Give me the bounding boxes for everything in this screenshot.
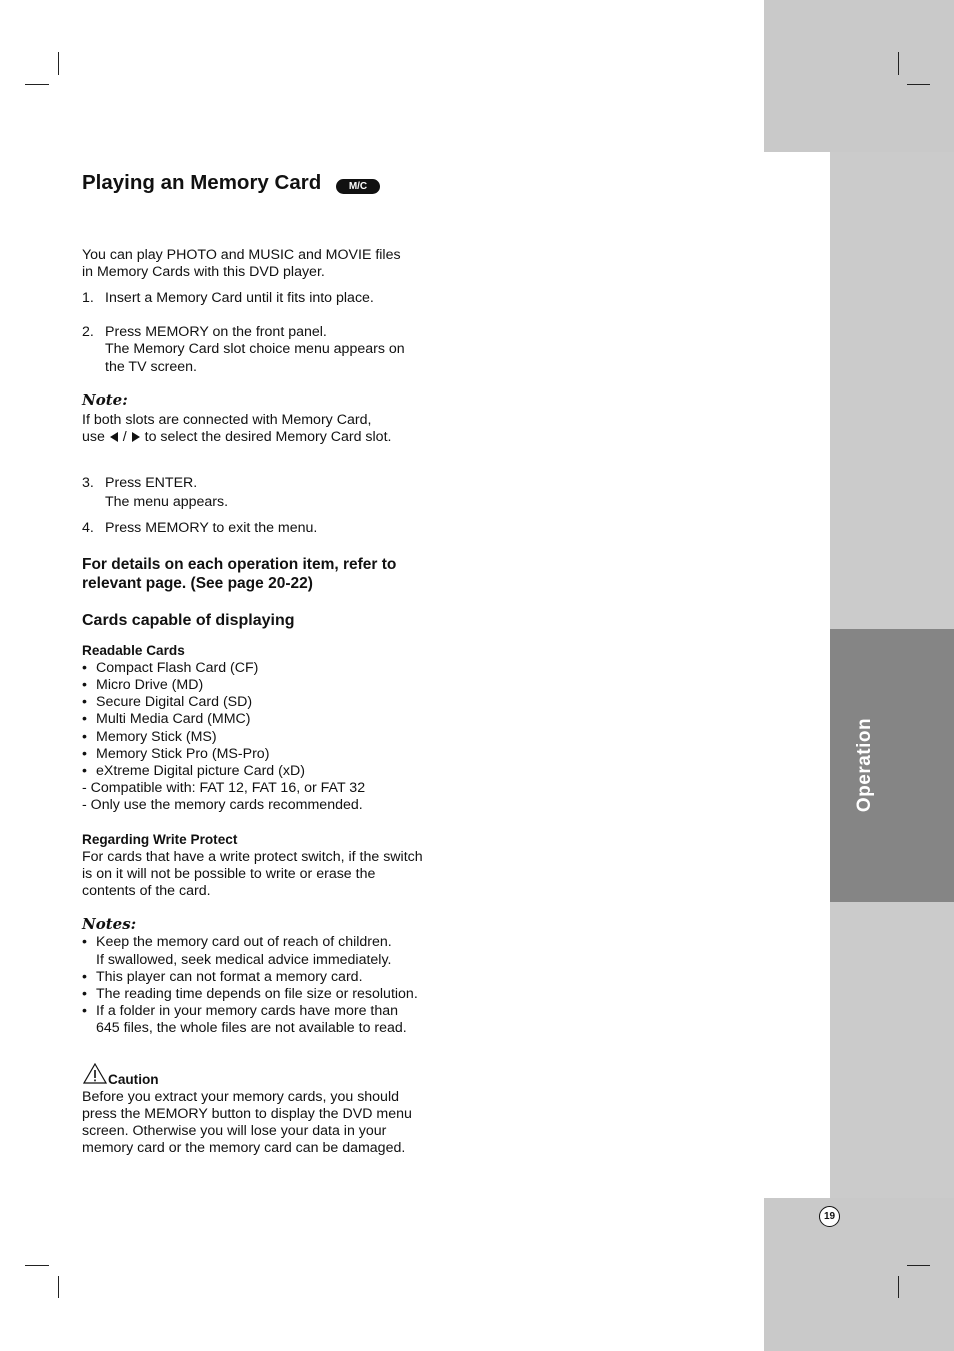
- list-item: • Memory Stick (MS): [82, 729, 217, 745]
- compat-text: - Compatible with: FAT 12, FAT 16, or FAT 32: [82, 780, 366, 796]
- list-item-text: Compact Flash Card (CF): [96, 660, 259, 676]
- step-text: The Memory Card slot choice menu appears on: [105, 341, 405, 357]
- step-text: Insert a Memory Card until it fits into place.: [105, 290, 374, 306]
- list-item-text: Memory Stick (MS): [96, 729, 217, 745]
- crop-mark: [25, 1265, 49, 1266]
- list-item-text: If a folder in your memory cards have more than: [96, 1003, 399, 1019]
- cards-heading: Cards capable of displaying: [82, 612, 295, 629]
- step-2: [82, 324, 327, 341]
- caution-heading: Caution: [108, 1072, 159, 1087]
- page-number: 19: [819, 1206, 840, 1227]
- step-text: Press MEMORY to exit the menu.: [105, 520, 318, 536]
- list-item: • Memory Stick Pro (MS-Pro): [82, 746, 270, 762]
- note-text: [82, 429, 391, 446]
- intro-line: You can play PHOTO and MUSIC and MOVIE files: [82, 247, 401, 263]
- compat-text: - Only use the memory cards recommended.: [82, 797, 363, 813]
- step-text: Press MEMORY on the front panel.: [105, 324, 327, 340]
- note-text-use: use: [82, 429, 105, 445]
- section-tab-label: Operation: [854, 717, 875, 813]
- mc-badge: M/C: [336, 179, 380, 194]
- list-item-text: Micro Drive (MD): [96, 677, 204, 693]
- side-band-bottom: [764, 1198, 954, 1351]
- list-item: • If a folder in your memory cards have more than: [82, 1003, 399, 1019]
- step-text: The menu appears.: [105, 494, 229, 510]
- list-item: • This player can not format a memory card.: [82, 969, 363, 985]
- list-item-text: 645 files, the whole files are not available to read.: [96, 1020, 407, 1036]
- note-heading: Note:: [82, 391, 128, 409]
- intro-line: in Memory Cards with this DVD player.: [82, 264, 325, 280]
- write-protect-text: is on it will not be possible to write or erase the: [82, 866, 376, 882]
- list-item: • Secure Digital Card (SD): [82, 694, 253, 710]
- note-text-rest: to select the desired Memory Card slot.: [144, 429, 392, 445]
- readable-heading: Readable Cards: [82, 643, 185, 658]
- list-item-text: If swallowed, seek medical advice immediately.: [96, 952, 392, 968]
- write-protect-text: For cards that have a write protect switch, if the switch: [82, 849, 423, 865]
- section-tab: [830, 629, 954, 902]
- crop-mark: [898, 52, 899, 75]
- list-item-text: This player can not format a memory card.: [96, 969, 363, 985]
- write-protect-text: contents of the card.: [82, 883, 211, 899]
- step-number: 2.: [82, 324, 94, 340]
- crop-mark: [58, 52, 59, 75]
- list-item-text: Memory Stick Pro (MS-Pro): [96, 746, 270, 762]
- crop-mark: [907, 84, 930, 85]
- step-text: Press ENTER.: [105, 475, 198, 491]
- list-item-text: Keep the memory card out of reach of children.: [96, 934, 392, 950]
- list-item: • eXtreme Digital picture Card (xD): [82, 763, 305, 779]
- crop-mark: [25, 84, 49, 85]
- list-item-text: The reading time depends on file size or resolution.: [96, 986, 418, 1002]
- list-item: • Multi Media Card (MMC): [82, 711, 251, 727]
- caution-text: memory card or the memory card can be damaged.: [82, 1140, 406, 1156]
- list-item-text: Multi Media Card (MMC): [96, 711, 251, 727]
- list-item: • Micro Drive (MD): [82, 677, 204, 693]
- right-arrow-icon: [131, 432, 141, 442]
- crop-mark: [907, 1265, 930, 1266]
- caution-text: Before you extract your memory cards, you should: [82, 1089, 399, 1105]
- list-item-text: eXtreme Digital picture Card (xD): [96, 763, 305, 779]
- warning-icon: [83, 1063, 107, 1084]
- left-arrow-icon: [109, 432, 119, 442]
- list-item: • The reading time depends on file size or resolution.: [82, 986, 418, 1002]
- caution-text: press the MEMORY button to display the DVD menu: [82, 1106, 412, 1122]
- side-band-top: [764, 0, 954, 152]
- step-number: 1.: [82, 290, 94, 306]
- step-3: [82, 475, 197, 492]
- crop-mark: [898, 1276, 899, 1298]
- step-1: [82, 290, 374, 307]
- list-item: • Keep the memory card out of reach of children.: [82, 934, 392, 950]
- details-text: relevant page. (See page 20-22): [82, 575, 313, 592]
- step-text: the TV screen.: [105, 359, 198, 375]
- caution-text: screen. Otherwise you will lose your data in your: [82, 1123, 387, 1139]
- notes-heading: Notes:: [82, 915, 137, 933]
- write-protect-heading: Regarding Write Protect: [82, 832, 238, 847]
- crop-mark: [58, 1276, 59, 1298]
- list-item-text: Secure Digital Card (SD): [96, 694, 253, 710]
- note-text-slash: /: [122, 429, 127, 445]
- list-item: • Compact Flash Card (CF): [82, 660, 259, 676]
- page-title: Playing an Memory Card: [82, 171, 322, 194]
- step-number: 4.: [82, 520, 94, 536]
- details-text: For details on each operation item, refer to: [82, 556, 397, 573]
- step-4: [82, 520, 317, 537]
- note-text: If both slots are connected with Memory Card,: [82, 412, 372, 428]
- step-number: 3.: [82, 475, 94, 491]
